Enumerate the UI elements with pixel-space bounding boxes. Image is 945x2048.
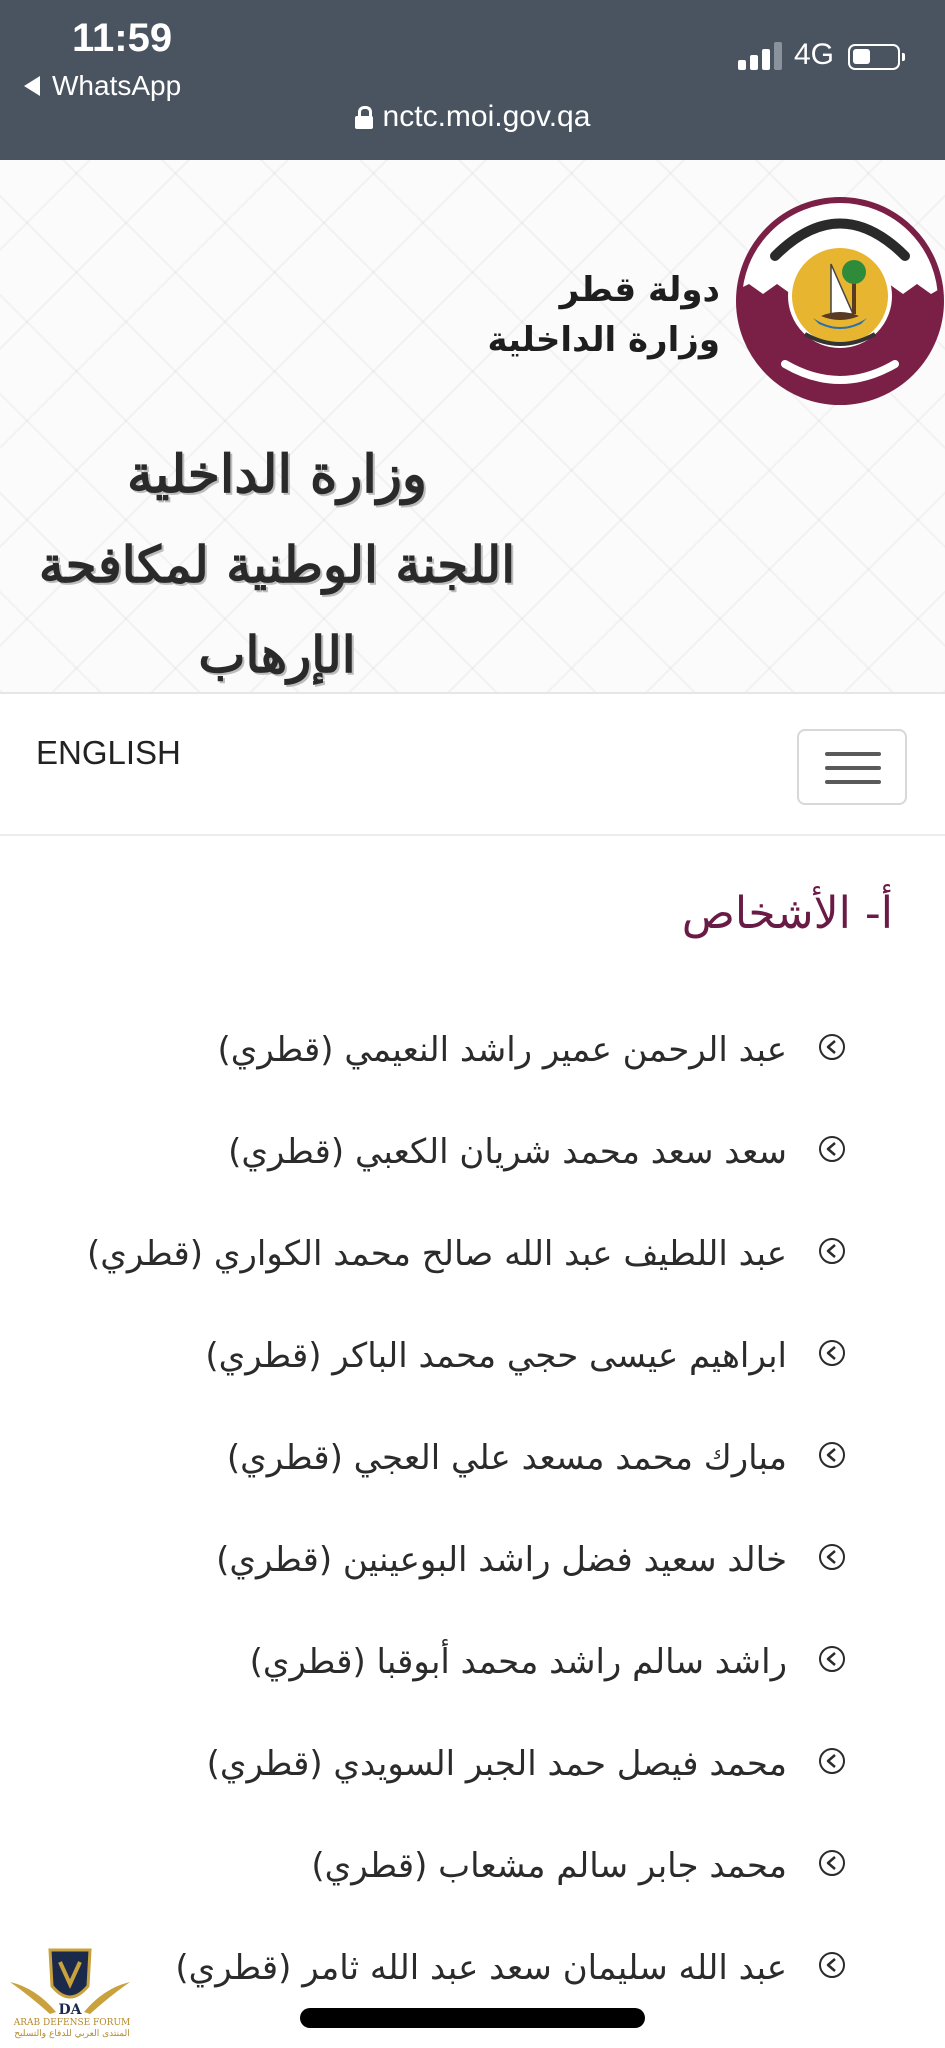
circle-arrow-left-icon: [817, 1338, 847, 1368]
person-name: ابراهيم عيسى حجي محمد الباكر (قطري): [205, 1336, 787, 1376]
network-type: 4G: [794, 38, 835, 71]
person-name: مبارك محمد مسعد علي العجي (قطري): [226, 1438, 787, 1478]
circle-arrow-left-icon: [817, 1440, 847, 1470]
watermark-line-en: ARAB DEFENSE FORUM: [13, 2018, 131, 2028]
calligraphy-committee: اللجنة الوطنية لمكافحة الإرهاب: [38, 535, 516, 684]
qatar-state-emblem-icon: [735, 196, 945, 406]
watermark-caption: [4, 2018, 140, 2040]
circle-arrow-left-icon: [817, 1644, 847, 1674]
person-name: عبد الله سليمان سعد عبد الله ثامر (قطري): [175, 1948, 787, 1988]
committee-calligraphy-logo: [22, 430, 532, 700]
hamburger-menu-button[interactable]: [797, 729, 907, 805]
site-header-banner: [0, 160, 945, 694]
section-title: أ- الأشخاص: [681, 888, 893, 939]
person-list-item: [87, 1120, 847, 1184]
person-list-item: [87, 1222, 847, 1286]
person-name: راشد سالم راشد محمد أبوقبا (قطري): [249, 1642, 787, 1682]
url-text: nctc.moi.gov.qa: [382, 100, 591, 133]
person-name: محمد فيصل حمد الجبر السويدي (قطري): [206, 1744, 787, 1784]
hamburger-bar: [825, 766, 881, 770]
ministry-name: [488, 265, 720, 365]
person-name: خالد سعيد فضل راشد البوعينين (قطري): [216, 1540, 787, 1580]
person-list-item: [87, 1324, 847, 1388]
circle-arrow-left-icon: [817, 1032, 847, 1062]
cellular-signal-icon: [738, 42, 784, 70]
state-name-line: دولة قطر: [559, 270, 720, 310]
watermark-logo-text: DA: [58, 2002, 82, 2018]
english-language-link[interactable]: ENGLISH: [36, 734, 181, 771]
circle-arrow-left-icon: [817, 1134, 847, 1164]
person-list-item: [87, 1528, 847, 1592]
person-name: سعد سعد محمد شريان الكعبي (قطري): [228, 1132, 787, 1172]
person-list-item: [87, 1834, 847, 1898]
persons-list: [87, 1018, 847, 2038]
back-app-label: WhatsApp: [52, 70, 182, 101]
ministry-name-line: وزارة الداخلية: [487, 320, 720, 360]
person-list-item: [87, 1426, 847, 1490]
address-bar[interactable]: [0, 100, 945, 134]
person-name: محمد جابر سالم مشعاب (قطري): [311, 1846, 787, 1886]
navbar: [0, 694, 945, 836]
back-arrow-icon: [24, 76, 40, 96]
circle-arrow-left-icon: [817, 1746, 847, 1776]
back-to-app-button[interactable]: [24, 70, 181, 102]
person-name: عبد اللطيف عبد الله صالح محمد الكواري (قطري): [86, 1234, 787, 1274]
hamburger-bar: [825, 780, 881, 784]
person-list-item: [87, 1732, 847, 1796]
clock: 11:59: [72, 16, 173, 60]
hamburger-menu-icon: [825, 752, 881, 756]
person-name: عبد الرحمن عمير راشد النعيمي (قطري): [217, 1030, 787, 1070]
person-list-item: [87, 1630, 847, 1694]
circle-arrow-left-icon: [817, 1950, 847, 1980]
person-list-item: [87, 1936, 847, 2000]
calligraphy-ministry: وزارة الداخلية: [126, 444, 428, 505]
status-bar: [0, 0, 945, 160]
battery-icon: [848, 44, 900, 70]
circle-arrow-left-icon: [817, 1542, 847, 1572]
lock-icon: [355, 106, 373, 128]
redaction-bar: [300, 2008, 645, 2028]
circle-arrow-left-icon: [817, 1236, 847, 1266]
circle-arrow-left-icon: [817, 1848, 847, 1878]
watermark-line-ar: المنتدى العربي للدفاع والتسليح: [14, 2029, 130, 2039]
person-list-item: [87, 1018, 847, 1082]
